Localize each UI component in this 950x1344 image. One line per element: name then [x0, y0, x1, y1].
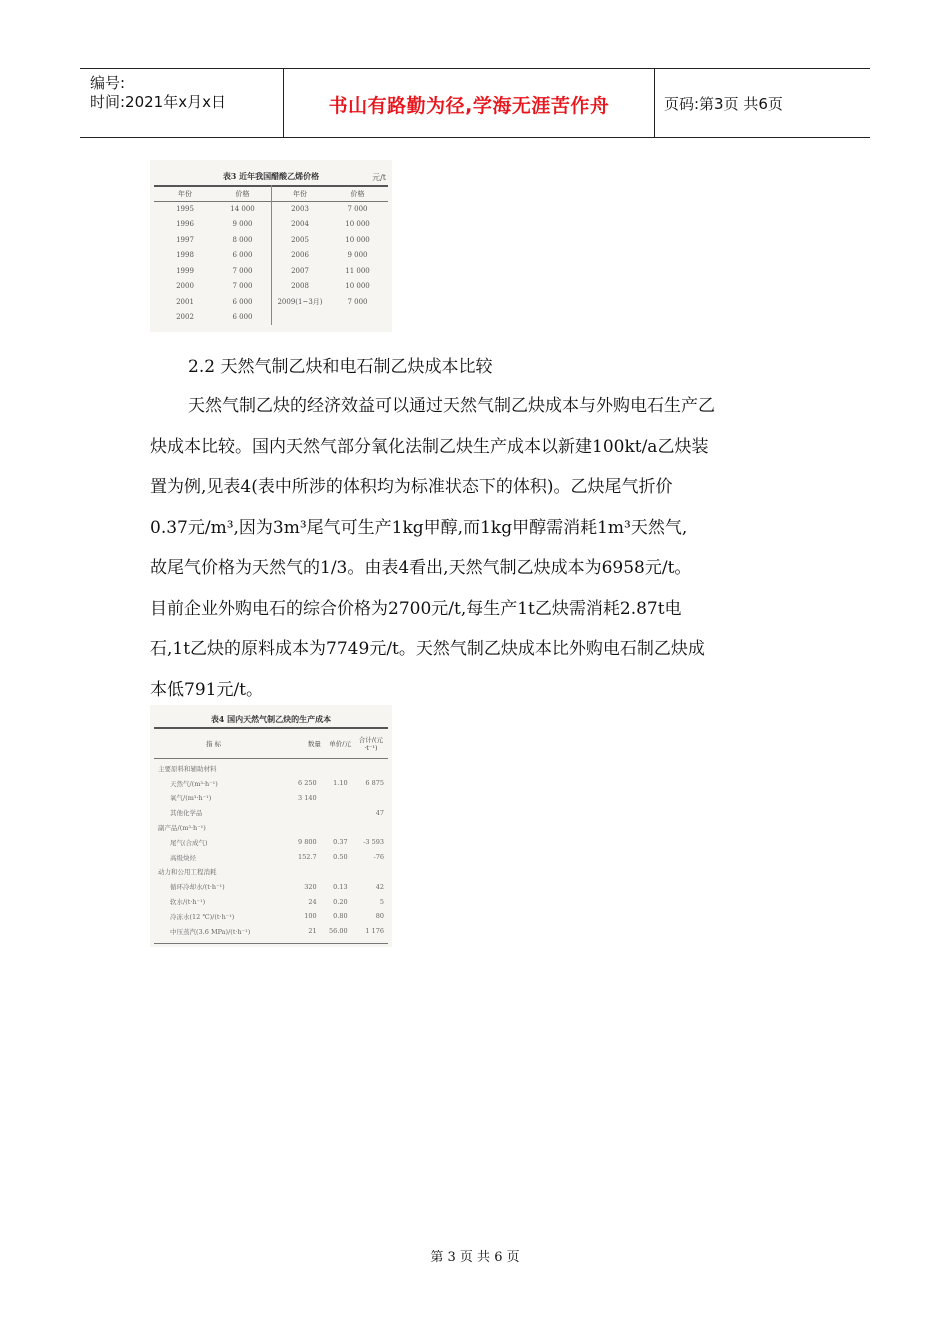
table4-row [156, 820, 388, 835]
table4-row [156, 894, 388, 909]
table4-row [156, 805, 388, 820]
table4-row [156, 850, 388, 865]
table4-cell-total: 6 875 [365, 779, 384, 788]
table4-cell-price: 0.20 [333, 897, 348, 906]
table3-cell: 1999 [176, 266, 194, 275]
table3-cell [271, 310, 329, 326]
table4-cell-price [317, 791, 348, 806]
table3-cell: 10 000 [345, 282, 370, 291]
table3-cell: 14 000 [230, 204, 255, 213]
paragraph-line: 石,1t乙炔的原料成本为7749元/t。天然气制乙炔成本比外购电石制乙炔成 [150, 639, 705, 659]
table4-cell-total: -3 593 [363, 838, 384, 847]
table3-cell: 1998 [176, 251, 194, 260]
table4-cell-qty: 320 [304, 882, 317, 891]
section-heading: 2.2 天然气制乙炔和电石制乙炔成本比较 [188, 357, 493, 377]
table3-cell: 1997 [176, 235, 194, 244]
table3-header-cell: 价格 [235, 190, 250, 198]
table4-header-grid [156, 729, 388, 757]
page-footer: 第 3 页 共 6 页 [430, 1250, 520, 1265]
table4-cell-qty: 9 800 [298, 838, 317, 847]
table4-grid [156, 761, 388, 939]
table4-row [156, 909, 388, 924]
paragraph-line: 本低791元/t。 [150, 679, 264, 700]
table4-cell-price: 0.80 [333, 912, 348, 921]
table4-row [156, 879, 388, 894]
table4-cell-name: 副产品/(m³·h⁻¹) [158, 824, 206, 833]
table4-cell-qty: 3 140 [298, 793, 317, 802]
table3-cell: 9 000 [232, 220, 253, 229]
table3-cell: 1995 [176, 204, 194, 213]
table4-header-cell: 数量 [307, 739, 321, 748]
table3-cell: 11 000 [345, 266, 370, 275]
table4-cell-qty [289, 865, 317, 880]
table4-header-row [156, 729, 388, 757]
table3-cell: 7 000 [347, 297, 368, 306]
table4-cell-qty: 100 [304, 912, 317, 921]
table4-row [156, 791, 388, 806]
table4-body [156, 761, 388, 939]
table4-header-cell: 合计/(元·t⁻¹) [358, 735, 383, 752]
table3-cell: 2006 [291, 251, 309, 260]
header-motto: 书山有路勤为径,学海无涯苦作舟 [328, 95, 610, 117]
table4-cell-total: 42 [375, 882, 384, 891]
table4-cell-total [348, 820, 388, 835]
table3-caption: 表3 近年我国醋酸乙烯价格 [222, 171, 320, 181]
table4-cell-name: 冷冻水(12 ℃)/(t·h⁻¹) [170, 912, 235, 921]
table4-row [156, 776, 388, 791]
table4-cell-name: 天然气/(m³·h⁻¹) [170, 779, 218, 788]
table4-cell-price: 0.37 [333, 838, 348, 847]
table3-cell [329, 310, 386, 326]
table4-cell-price: 1.10 [333, 779, 348, 788]
table3-cell: 6 000 [232, 313, 253, 322]
table4-header-rule [154, 758, 388, 759]
table4-cell-total [348, 761, 388, 776]
table4-cell-price [317, 805, 348, 820]
table3-cell: 2007 [291, 266, 309, 275]
table4-cell-name: 软水/(t·h⁻¹) [170, 898, 206, 907]
table4-cell-price [317, 761, 348, 776]
table3-row [156, 310, 386, 326]
table4-cell-name: 循环冷却水/(t·h⁻¹) [170, 883, 225, 892]
table4-header-cell: 指 标 [206, 739, 222, 748]
table4-cell-name: 中压蒸汽(3.6 MPa)/(t·h⁻¹) [170, 927, 251, 936]
header-page-number: 页码:第3页 共6页 [664, 95, 783, 113]
table4-cell-qty: 24 [308, 897, 317, 906]
table4-cell-total [348, 791, 388, 806]
table3-grid [156, 187, 386, 325]
table4-cell-qty: 152.7 [298, 853, 317, 862]
table4-row [156, 865, 388, 880]
table4-image [150, 705, 392, 947]
table4-cell-price: 0.13 [333, 882, 348, 891]
table4-cell-qty: 21 [308, 927, 317, 936]
table4-cell-price: 0.50 [333, 853, 348, 862]
table3-cell: 10 000 [345, 220, 370, 229]
table4-cell-name: 其他化学品 [170, 809, 203, 818]
table3-cell: 2009(1~3月) [277, 297, 323, 306]
paragraph-line: 故尾气价格为天然气的1/3。由表4看出,天然气制乙炔成本为6958元/t。 [150, 558, 692, 578]
table3-cell: 6 000 [232, 297, 253, 306]
table3-cell: 6 000 [232, 251, 253, 260]
table3-unit: 元/t [372, 173, 386, 182]
paragraph-line: 0.37元/m³,因为3m³尾气可生产1kg甲醇,而1kg甲醇需消耗1m³天然气, [150, 517, 688, 538]
table3-header-cell: 价格 [350, 190, 365, 198]
table3-header-cell: 年份 [178, 190, 192, 198]
table3-cell: 2004 [291, 220, 309, 229]
table4-cell-name: 动力和公用工程消耗 [158, 868, 217, 877]
table3-cell: 8 000 [232, 235, 253, 244]
paragraph-line: 目前企业外购电石的综合价格为2700元/t,每生产1t乙炔需消耗2.87t电 [150, 598, 682, 619]
table3-body [156, 201, 386, 325]
table4-cell-price [317, 865, 348, 880]
document-number-label: 编号: [90, 74, 126, 92]
table4-cell-qty [289, 805, 317, 820]
table4-cell-name: 氧气/(m³·h⁻¹) [170, 794, 212, 803]
table4-cell-price: 56.00 [329, 927, 348, 936]
table4-header-cell: 单价/元 [329, 739, 351, 748]
document-time-label: 时间:2021年x月x日 [90, 93, 226, 111]
table4-cell-total: 1 176 [365, 927, 384, 936]
body-paragraph [150, 386, 800, 710]
table4-cell-name: 主要原料和辅助材料 [158, 764, 217, 773]
table3-cell: 9 000 [347, 251, 368, 260]
table3-row [156, 232, 386, 248]
table4-cell-total: 5 [379, 897, 384, 906]
table3-cell: 2002 [176, 313, 194, 322]
table3-header-cell: 年份 [293, 190, 307, 198]
paragraph-line: 置为例,见表4(表中所涉的体积均为标准状态下的体积)。乙炔尾气折价 [150, 477, 673, 497]
table3-row [156, 248, 386, 264]
table3-cell: 2000 [176, 282, 194, 291]
table3-cell: 7 000 [347, 204, 368, 213]
table3-cell: 10 000 [345, 235, 370, 244]
paragraph-line: 天然气制乙炔的经济效益可以通过天然气制乙炔成本与外购电石生产乙 [188, 396, 715, 416]
table3-row [156, 263, 386, 279]
table3-cell: 1996 [176, 220, 194, 229]
table4-row [156, 761, 388, 776]
table3-cell: 2005 [291, 235, 309, 244]
table3-row [156, 279, 386, 295]
paragraph-line: 炔成本比较。国内天然气部分氧化法制乙炔生产成本以新建100kt/a乙炔装 [150, 436, 709, 457]
page-header [80, 68, 870, 138]
table4-cell-total [348, 865, 388, 880]
table3-row [156, 294, 386, 310]
table4-cell-total: 47 [375, 808, 384, 817]
table4-cell-price [317, 820, 348, 835]
table4-cell-qty: 6 250 [298, 779, 317, 788]
table3-cell: 2008 [291, 282, 309, 291]
table4-cell-name: 高级炔烃 [170, 853, 196, 862]
table3-cell: 7 000 [232, 282, 253, 291]
table3-row [156, 217, 386, 233]
table4-row [156, 835, 388, 850]
table3-image [150, 160, 392, 332]
header-page-cell [654, 69, 870, 137]
table4-caption: 表4 国内天然气制乙炔的生产成本 [210, 714, 332, 724]
table4-bottom-rule [154, 943, 388, 944]
table4-cell-name: 尾气(合成气) [170, 838, 208, 847]
table4-cell-total: 80 [375, 912, 384, 921]
table4-row [156, 924, 388, 939]
table3-cell: 2001 [176, 297, 194, 306]
header-meta-cell [80, 69, 283, 137]
table3-header-row [156, 187, 386, 201]
table3-row [156, 201, 386, 217]
table3-cell: 2003 [291, 204, 309, 213]
table4-cell-total: -76 [373, 853, 384, 862]
table4-cell-qty [289, 820, 317, 835]
table3-cell: 7 000 [232, 266, 253, 275]
table4-cell-qty [289, 761, 317, 776]
header-motto-cell [283, 69, 655, 137]
